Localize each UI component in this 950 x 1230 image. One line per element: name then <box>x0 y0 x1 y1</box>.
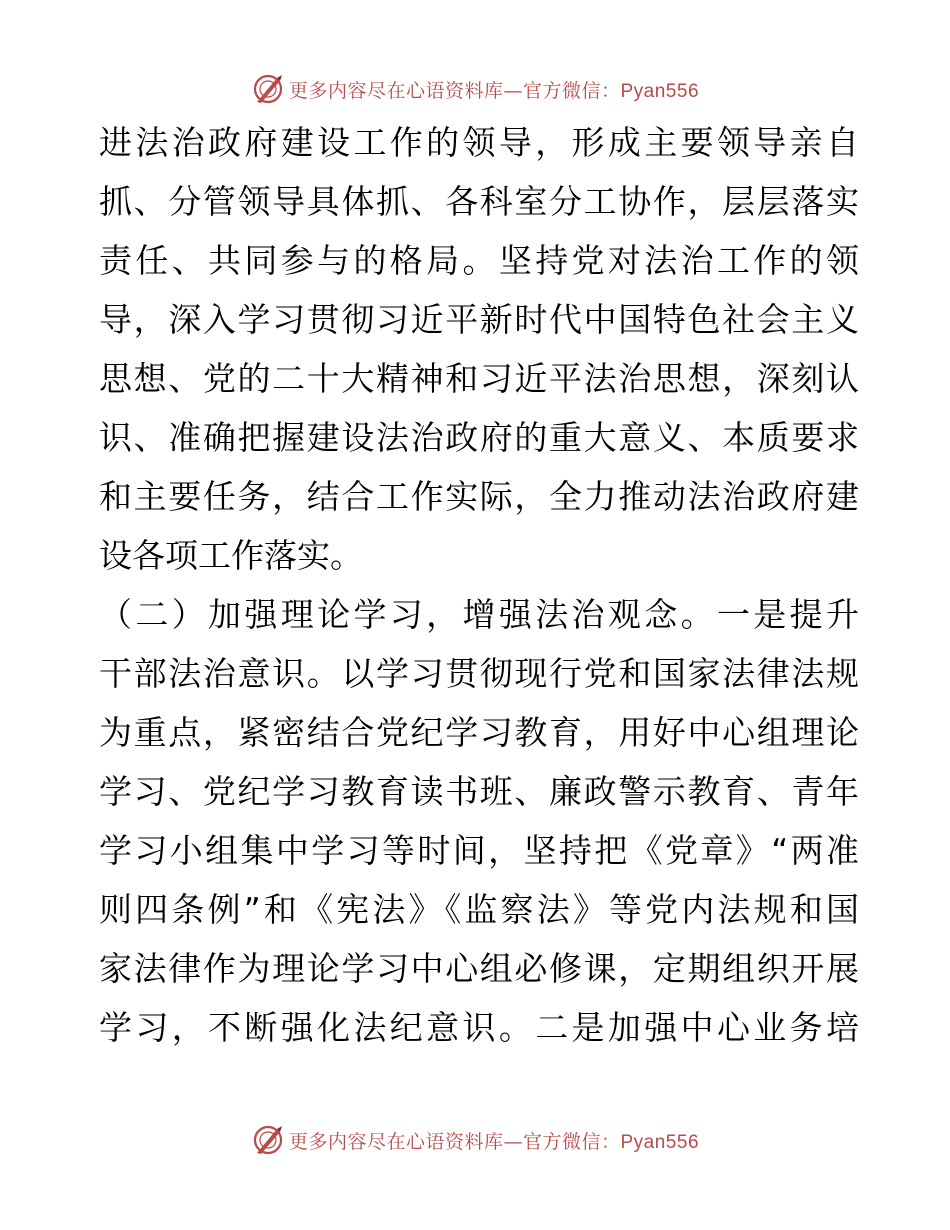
quill-pen-logo-icon <box>251 72 285 106</box>
quill-pen-logo-icon <box>251 1123 285 1157</box>
text-line: 学习、党纪学习教育读书班、廉政警示教育、青年 <box>99 772 859 811</box>
text-line: 学习，不断强化法纪意识。二是加强中心业务培 <box>99 1008 859 1047</box>
text-line: 干部法治意识。以学习贯彻现行党和国家法律法规 <box>99 654 859 693</box>
text-line: 设各项工作落实。 <box>99 536 363 575</box>
text-line: 进法治政府建设工作的领导，形成主要领导亲自 <box>99 123 859 162</box>
text-line: 导，深入学习贯彻习近平新时代中国特色社会主义 <box>99 300 859 339</box>
text-line: 家法律作为理论学习中心组必修课，定期组织开展 <box>99 949 859 988</box>
footer-watermark-banner <box>0 1122 950 1158</box>
text-line: 为重点，紧密结合党纪学习教育，用好中心组理论 <box>99 713 859 752</box>
header-watermark-banner <box>0 71 950 107</box>
text-line: 和主要任务，结合工作实际，全力推动法治政府建 <box>99 477 859 516</box>
footer-banner-text: 更多内容尽在心语资料库—官方微信：Pyan556 <box>288 1130 700 1153</box>
paragraph-heading-line: （二）加强理论学习，增强法治观念。一是提升 <box>99 595 859 634</box>
document-body <box>99 124 859 1068</box>
text-line: 学习小组集中学习等时间，坚持把《党章》“两准 <box>99 831 859 870</box>
text-line: 识、准确把握建设法治政府的重大意义、本质要求 <box>99 418 859 457</box>
text-line: 思想、党的二十大精神和习近平法治思想，深刻认 <box>99 359 859 398</box>
text-line: 则四条例”和《宪法》《监察法》等党内法规和国 <box>99 890 859 929</box>
header-banner-text: 更多内容尽在心语资料库—官方微信：Pyan556 <box>288 79 700 102</box>
text-line: 抓、分管领导具体抓、各科室分工协作，层层落实 <box>99 182 859 221</box>
text-line: 责任、共同参与的格局。坚持党对法治工作的领 <box>99 241 859 280</box>
